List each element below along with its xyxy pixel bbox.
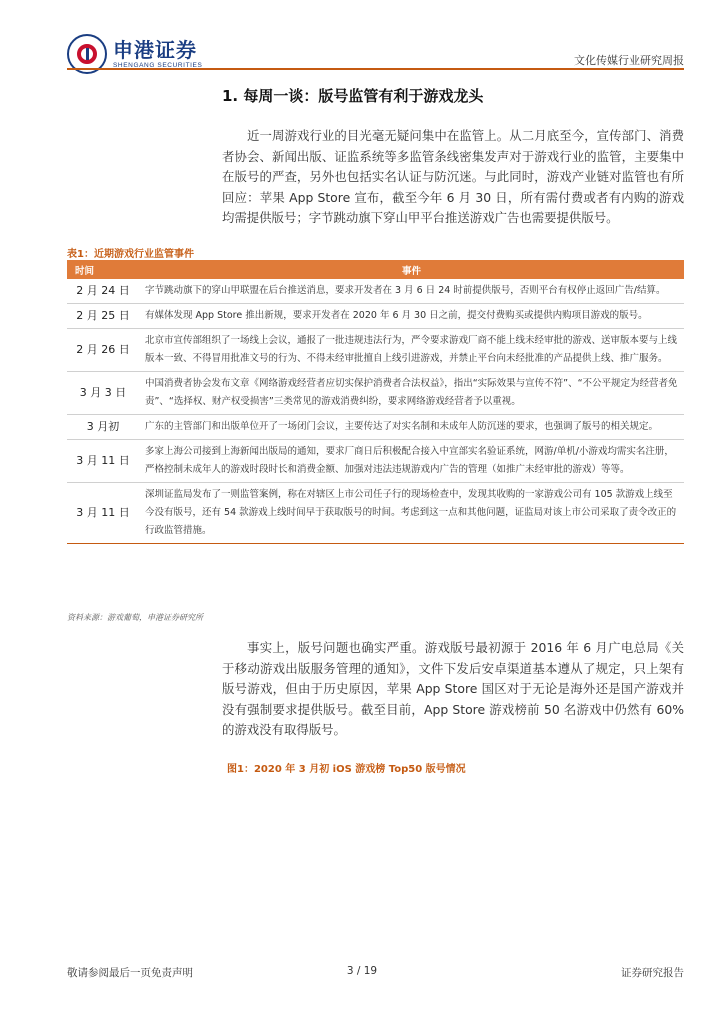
events-table bbox=[67, 260, 684, 544]
table-row bbox=[67, 304, 684, 329]
table-row bbox=[67, 415, 684, 440]
row-event: 北京市宣传部组织了一场线上会议，通报了一批违规违法行为，严令要求游戏厂商不能上线未经审批的游戏、送审版本要与上线版本一致、不得冒用批准文号的行为、不得未经审批擅自上线引进游戏，并禁止平台向未经批准的产品提供上线、推广服务。 bbox=[139, 329, 684, 372]
row-event: 深圳证监局发布了一则监管案例，称在对辖区上市公司任子行的现场检查中，发现其收购的一家游戏公司有 105 款游戏上线至今没有版号，还有 54 款游戏上线时间早于获取版号的时间。考虑到这一点和其他问题，证监局对该上市公司采取了责令改正的行政监管措施。 bbox=[139, 483, 684, 544]
table-row bbox=[67, 279, 684, 304]
table-source: 资料来源：游戏葡萄，申港证券研究所 bbox=[67, 613, 203, 622]
table-row bbox=[67, 372, 684, 415]
brand-name-cn: 申港证券 bbox=[113, 37, 197, 62]
row-date: 2 月 26 日 bbox=[67, 329, 139, 372]
row-event: 中国消费者协会发布文章《网络游戏经营者应切实保护消费者合法权益》，指出“实际效果与宣传不符”、“不公平规定为经营者免责”、“选择权、财产权受损害”三类常见的游戏消费纠纷，要求网络游戏经营者予以重视。 bbox=[139, 372, 684, 415]
footer-disclaimer: 敬请参阅最后一页免责声明 bbox=[67, 967, 193, 979]
table-row bbox=[67, 483, 684, 544]
figure-caption: 图1：2020 年 3 月初 iOS 游戏榜 Top50 版号情况 bbox=[227, 764, 466, 775]
paragraph-intro: 近一周游戏行业的目光毫无疑问集中在监管上。从二月底至今，宣传部门、消费者协会、新闻出版、证监系统等多监管条线密集发声对于游戏行业的监管，主要集中在版号的严查，另外也包括实名认证与防沉迷。与此同时，游戏产业链对监管也有所回应：苹果 App Store 宣布，截至今年 6 月 30 日，所有需付费或者有内购的游戏均需提供版号；字节跳动旗下穿山甲平台推送游戏广告也需要提供版号。 bbox=[222, 128, 684, 225]
row-date: 3 月初 bbox=[67, 415, 139, 440]
row-event: 多家上海公司接到上海新闻出版局的通知，要求厂商日后积极配合接入中宣部实名验证系统，网游/单机/小游戏均需实名注册，严格控制未成年人的游戏时段时长和消费金额、加强对违法违规游戏内广告的管理（如推广未经审批的游戏）等等。 bbox=[139, 440, 684, 483]
row-event: 广东的主管部门和出版单位开了一场闭门会议，主要传达了对实名制和未成年人防沉迷的要求，也强调了版号的相关规定。 bbox=[139, 415, 684, 440]
footer-doc-type: 证券研究报告 bbox=[621, 967, 684, 979]
row-date: 3 月 3 日 bbox=[67, 372, 139, 415]
page-number: 3 / 19 bbox=[346, 965, 378, 977]
table-caption: 表1：近期游戏行业监管事件 bbox=[67, 249, 194, 260]
row-date: 2 月 24 日 bbox=[67, 279, 139, 304]
header-divider bbox=[67, 68, 684, 70]
column-header-event: 事件 bbox=[139, 260, 684, 279]
table-row bbox=[67, 329, 684, 372]
row-date: 3 月 11 日 bbox=[67, 483, 139, 544]
row-event: 字节跳动旗下的穿山甲联盟在后台推送消息，要求开发者在 3 月 6 日 24 时前提供版号，否则平台有权停止返回广告/结算。 bbox=[139, 279, 684, 304]
brand-name-en: SHENGANG SECURITIES bbox=[113, 61, 203, 69]
section-title: 1. 每周一谈：版号监管有利于游戏龙头 bbox=[222, 87, 484, 105]
report-type: 文化传媒行业研究周报 bbox=[574, 54, 684, 67]
row-date: 2 月 25 日 bbox=[67, 304, 139, 329]
paragraph-body: 事实上，版号问题也确实严重。游戏版号最初源于 2016 年 6 月广电总局《关于移动游戏出版服务管理的通知》，文件下发后安卓渠道基本遵从了规定，只上架有版号游戏，但由于历史原因，苹果 App Store 国区对于无论是海外还是国产游戏并没有强制要求提供版号。截至目前，App Store 游戏榜前 50 名游戏中仍然有 60%的游戏没有取得版号。 bbox=[222, 640, 684, 737]
column-header-time: 时间 bbox=[67, 260, 139, 279]
table-row bbox=[67, 440, 684, 483]
row-event: 有媒体发现 App Store 推出新规，要求开发者在 2020 年 6 月 30 日之前，提交付费购买或提供内购项目游戏的版号。 bbox=[139, 304, 684, 329]
row-date: 3 月 11 日 bbox=[67, 440, 139, 483]
table-header-row bbox=[67, 260, 684, 279]
